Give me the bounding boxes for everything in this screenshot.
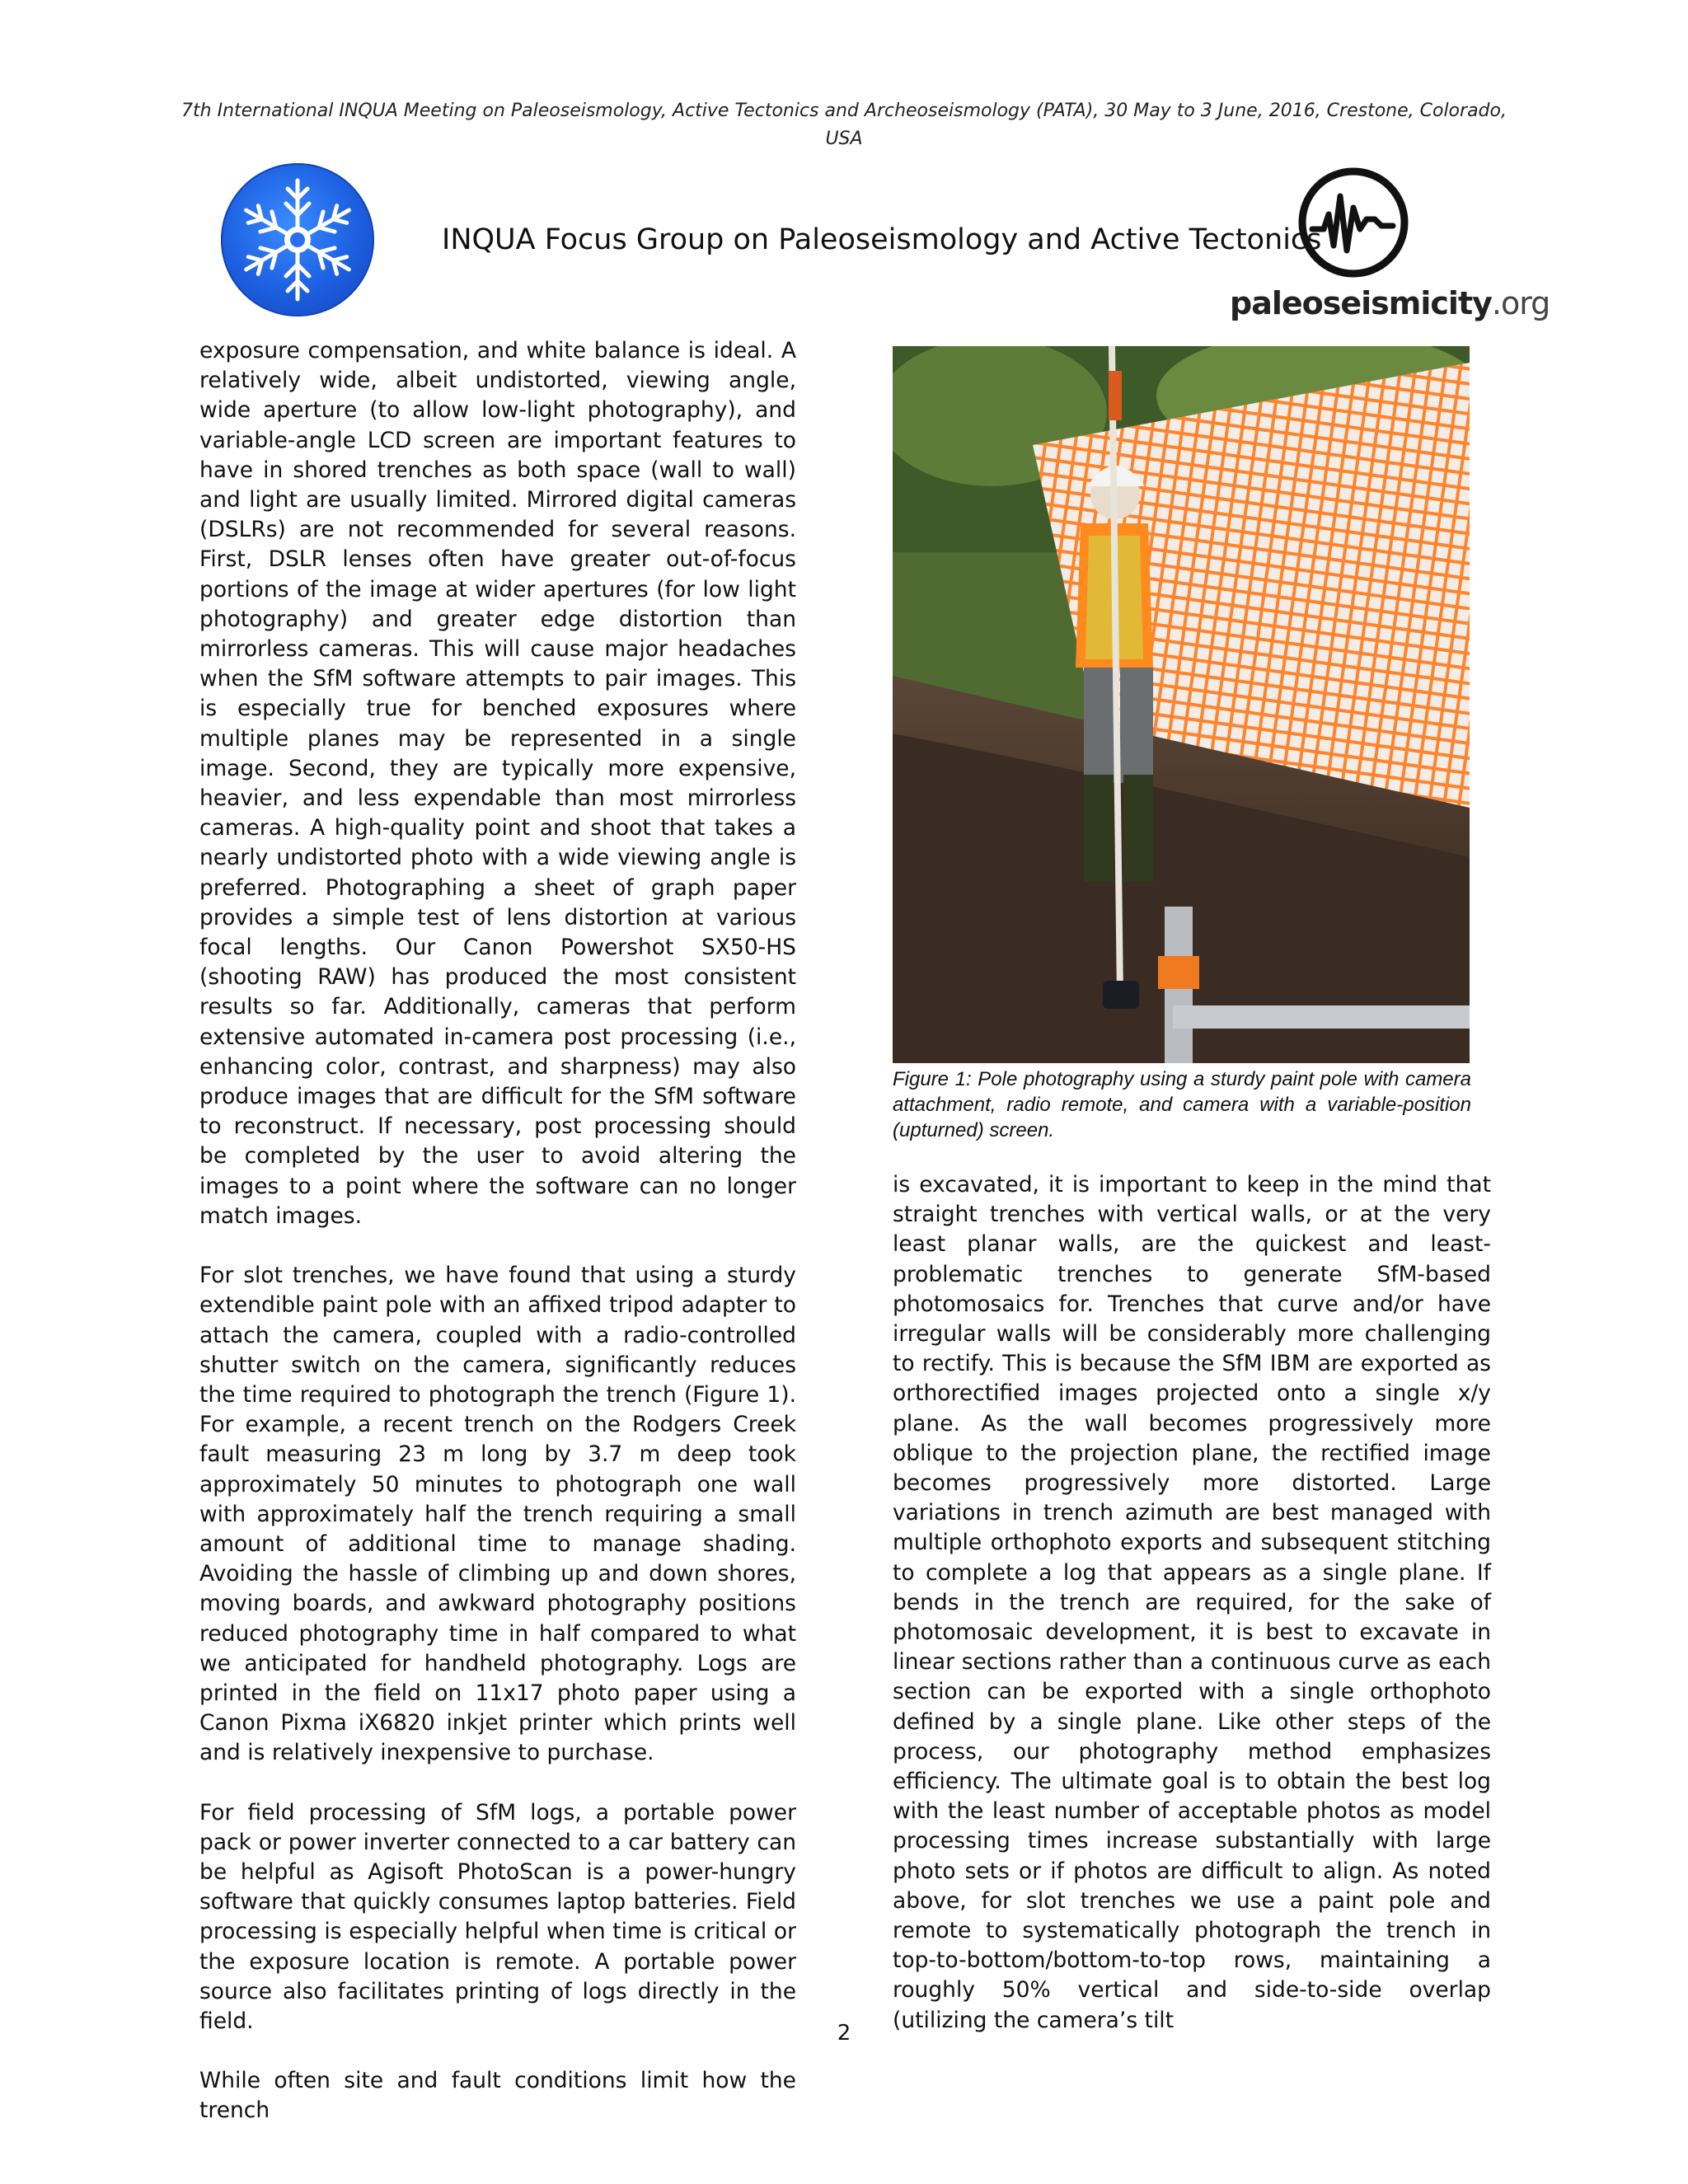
body-paragraph: exposure compensation, and white balance is ideal. A relatively wide, albeit undistorted, viewing angle, wide aperture (to allow low-light photography), and variable-angle LCD screen are important features to have in shored trenches as both space (wall to wall) and light are usually limited. Mirrored digital cameras (DSLRs) are not recommended for several reasons. First, DSLR lenses often have greater out-of-focus portions of the image at wider apertures (for low light photography) and greater edge distortion than mirrorless cameras. This will cause major headaches when the SfM software attempts to pair images. This is especially true for benched exposures where multiple planes may be represented in a single image. Second, they are typically more expensive, heavier, and less expendable than most mirrorless cameras. A high-quality point and shoot that takes a nearly undistorted photo with a wide viewing angle is preferred. Photographing a sheet of graph paper provides a simple test of lens distortion at various focal lengths. Our Canon Powershot SX50-HS (shooting RAW) has produced the most consistent results so far. Additionally, cameras that perform extensive automated in-camera post processing (i.e., enhancing color, contrast, and sharpness) may also produce images that are difficult for the SfM software to reconstruct. If necessary, post processing should be completed by the user to avoid altering the images to a point where the software can no longer match images. <box>199 338 796 1229</box>
focus-group-title: INQUA Focus Group on Paleoseismology and Active Tectonics <box>442 223 1322 256</box>
page-number: 2 <box>837 2021 851 2046</box>
paleoseismicity-logo <box>1230 165 1550 330</box>
wordmark-main: paleoseismicity <box>1230 285 1492 321</box>
body-paragraph: While often site and fault conditions limit how the trench <box>199 2068 796 2124</box>
running-head: 7th International INQUA Meeting on Paleoseismology, Active Tectonics and Archeoseismology (PATA), 30 May to 3 June, 2016, Crestone, Colorado, USA <box>181 101 1507 149</box>
seismogram-icon <box>1296 165 1411 280</box>
wordmark-suffix: .org <box>1491 285 1550 321</box>
body-paragraph: is excavated, it is important to keep in the mind that straight trenches with vertical walls, or at the very least planar walls, are the quickest and least-problematic trenches to generate SfM-based photomosaics for. Trenches that curve and/or have irregular walls will be considerably more challenging to rectify. This is because the SfM IBM are exported as orthorectified images projected onto a single x/y plane. As the wall becomes progressively more oblique to the projection plane, the rectified image becomes progressively more distorted. Large variations in trench azimuth are best managed with multiple orthophoto exports and subsequent stitching to complete a log that appears as a single plane. If bends in the trench are required, for the sake of photomosaic development, it is best to excavate in linear sections rather than a continuous curve as each section can be exported with a single orthophoto defined by a single plane. Like other steps of the process, our photography method emphasizes efficiency. The ultimate goal is to obtain the best log with the least number of acceptable photos as model processing times increase substantially with large photo sets or if photos are difficult to align. As noted above, for slot trenches we use a paint pole and remote to systematically photograph the trench in top-to-bottom/bottom-to-top rows, maintaining a roughly 50% vertical and side-to-side overlap (utilizing the camera’s tilt <box>893 1172 1491 2033</box>
right-column <box>893 1170 1491 2065</box>
left-column <box>199 336 796 2156</box>
figure-1-caption: Figure 1: Pole photography using a sturdy paint pole with camera attachment, radio remote, and camera with a variable-position (upturned) screen. <box>893 1068 1471 1141</box>
logo-wordmark <box>1230 285 1550 321</box>
inqua-logo <box>221 163 374 316</box>
figure-1-photo <box>893 346 1470 1063</box>
snowflake-icon <box>221 163 374 316</box>
body-paragraph: For field processing of SfM logs, a portable power pack or power inverter connected to a car battery can be helpful as Agisoft PhotoScan is a power-hungry software that quickly consumes laptop batteries. Field processing is especially helpful when time is critical or the exposure location is remote. A portable power source also facilitates printing of logs directly in the field. <box>199 1799 796 2034</box>
body-paragraph: For slot trenches, we have found that using a sturdy extendible paint pole with an affixed tripod adapter to attach the camera, coupled with a radio-controlled shutter switch on the camera, significantly reduces the time required to photograph the trench (Figure 1). For example, a recent trench on the Rodgers Creek fault measuring 23 m long by 3.7 m deep took approximately 50 minutes to photograph one wall with approximately half the trench requiring a small amount of additional time to manage shading. Avoiding the hassle of climbing up and down shores, moving boards, and awkward photography positions reduced photography time in half compared to what we anticipated for handheld photography. Logs are printed in the field on 11x17 photo paper using a Canon Pixma iX6820 inkjet printer which prints well and is relatively inexpensive to purchase. <box>199 1263 796 1766</box>
